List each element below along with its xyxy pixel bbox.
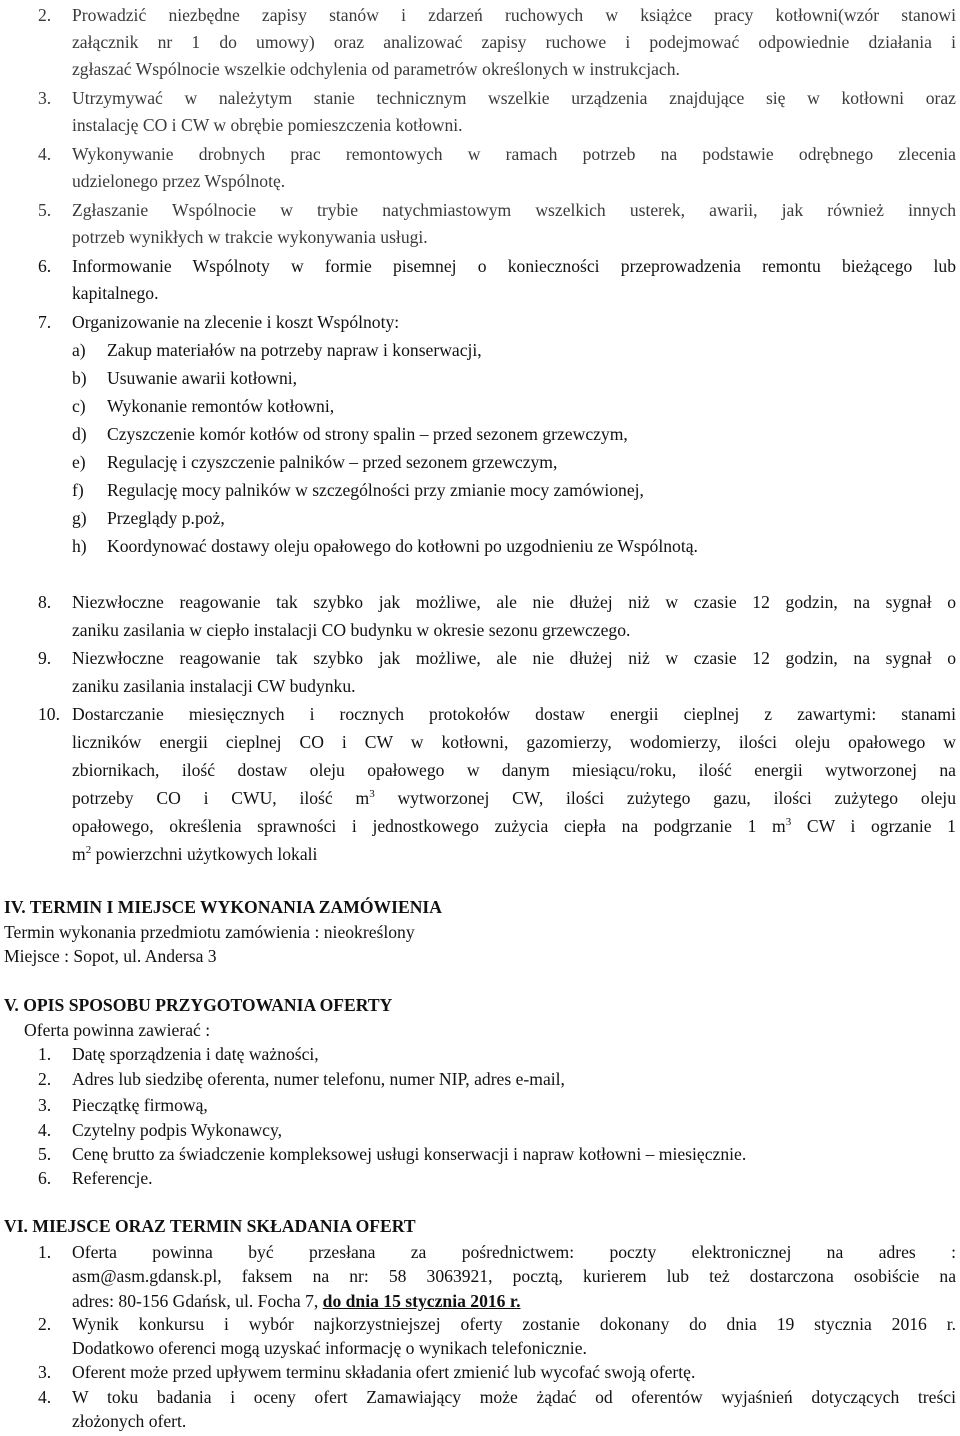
- section-text: Miejsce : Sopot, ul. Andersa 3: [4, 946, 217, 966]
- sub-item-text: Zakup materiałów na potrzeby napraw i konserwacji,: [107, 340, 482, 360]
- section-intro: Oferta powinna zawierać :: [24, 1020, 211, 1040]
- sub-item-label: g): [72, 508, 87, 528]
- item-number: 3.: [38, 1095, 52, 1115]
- deadline-item-3-text: Oferent może przed upływem terminu składania ofert zmienić lub wycofać swoją ofertę.: [72, 1362, 696, 1382]
- item-10-line-6: $m^2$ powierzchni użytkowych lokali: [72, 844, 318, 864]
- item-number: 5.: [38, 1144, 52, 1164]
- sub-item-label: c): [72, 396, 86, 416]
- sub-item-text: Koordynować dostawy oleju opałowego do kotłowni po uzgodnieniu ze Wspólnotą.: [107, 536, 698, 556]
- item-3-line-2: instalację CO i CW w obrębie pomieszczenia kotłowni.: [72, 115, 463, 135]
- item-number: 1.: [38, 1242, 52, 1262]
- deadline-item-1-line-1: Oferta powinna być przesłana za pośrednictwem: poczty elektronicznej na adres :: [72, 1242, 956, 1262]
- item-4-line-2: udzielonego przez Wspólnotę.: [72, 171, 286, 191]
- sub-item-text: Regulację i czyszczenie palników – przed sezonem grzewczym,: [107, 452, 558, 472]
- item-number: 6.: [38, 256, 52, 276]
- offer-item-text: Adres lub siedzibę oferenta, numer telefonu, numer NIP, adres e-mail,: [72, 1069, 565, 1089]
- section-heading: V. OPIS SPOSOBU PRZYGOTOWANIA OFERTY: [4, 995, 393, 1015]
- item-9-line-2: zaniku zasilania instalacji CW budynku.: [72, 676, 356, 696]
- section-text: Termin wykonania przedmiotu zamówienia : nieokreślony: [4, 922, 415, 942]
- item-number: 4.: [38, 1387, 52, 1407]
- sub-item-text: Wykonanie remontów kotłowni,: [107, 396, 335, 416]
- deadline-date: do dnia 15 stycznia 2016 r.: [322, 1291, 521, 1311]
- section-heading: IV. TERMIN I MIEJSCE WYKONANIA ZAMÓWIENIA: [4, 897, 442, 917]
- deadline-item-1-line-2: asm@asm.gdansk.pl, faksem na nr: 58 3063921, pocztą, kurierem lub też dostarczona osobiście na: [72, 1266, 956, 1286]
- sub-item-label: e): [72, 452, 86, 472]
- sub-item-label: d): [72, 424, 87, 444]
- item-7-line-1: Organizowanie na zlecenie i koszt Wspólnoty:: [72, 312, 400, 332]
- sub-item-label: h): [72, 536, 87, 556]
- item-5-line-1: Zgłaszanie Wspólnocie w trybie natychmiastowym wszelkich usterek, awarii, jak również innych: [72, 200, 956, 220]
- item-number: 1.: [38, 1044, 52, 1064]
- item-number: 9.: [38, 648, 52, 668]
- item-4-line-1: Wykonywanie drobnych prac remontowych w ramach potrzeb na podstawie odrębnego zlecenia: [72, 144, 956, 164]
- item-number: 4.: [38, 144, 52, 164]
- item-number: 3.: [38, 88, 52, 108]
- item-number: 8.: [38, 592, 52, 612]
- sub-item-text: Regulację mocy palników w szczególności przy zmianie mocy zamówionej,: [107, 480, 644, 500]
- item-2-line-1: Prowadzić niezbędne zapisy stanów i zdarzeń ruchowych w książce pracy kotłowni(wzór stanowi: [72, 5, 956, 25]
- item-10-line-4: potrzeby CO i CWU, ilość $m^3$ wytworzonej CW, ilości zużytego gazu, ilości zużytego oleju: [72, 788, 956, 808]
- deadline-item-2-line-1: Wynik konkursu i wybór najkorzystniejszej oferty zostanie dokonany do dnia 19 stycznia 2016 r.: [72, 1314, 956, 1334]
- item-number: 2.: [38, 1069, 52, 1089]
- item-number: 3.: [38, 1362, 52, 1382]
- sub-item-text: Przeglądy p.poż,: [107, 508, 225, 528]
- deadline-item-4-line-1: W toku badania i oceny ofert Zamawiający może żądać od oferentów wyjaśnień dotyczących treści: [72, 1387, 956, 1407]
- item-number: 10.: [38, 704, 60, 724]
- item-8-line-1: Niezwłoczne reagowanie tak szybko jak możliwe, ale nie dłużej niż w czasie 12 godzin, na sygnał o: [72, 592, 956, 612]
- sub-item-label: a): [72, 340, 86, 360]
- item-6-line-2: kapitalnego.: [72, 283, 159, 303]
- item-10-line-2: liczników energii cieplnej CO i CW w kotłowni, gazomierzy, wodomierzy, ilości oleju opałowego w: [72, 732, 956, 752]
- sub-item-text: Usuwanie awarii kotłowni,: [107, 368, 298, 388]
- item-number: 7.: [38, 312, 52, 332]
- item-number: 5.: [38, 200, 52, 220]
- offer-item-text: Cenę brutto za świadczenie kompleksowej usługi konserwacji i napraw kotłowni – miesięcznie.: [72, 1144, 747, 1164]
- item-9-line-1: Niezwłoczne reagowanie tak szybko jak możliwe, ale nie dłużej niż w czasie 12 godzin, na sygnał o: [72, 648, 956, 668]
- offer-item-text: Pieczątkę firmową,: [72, 1095, 208, 1115]
- item-number: 2.: [38, 1314, 52, 1334]
- section-heading: VI. MIEJSCE ORAZ TERMIN SKŁADANIA OFERT: [4, 1216, 416, 1236]
- item-number: 4.: [38, 1120, 52, 1140]
- deadline-item-4-line-2: złożonych ofert.: [72, 1411, 187, 1431]
- item-10-line-1: Dostarczanie miesięcznych i rocznych protokołów dostaw energii cieplnej z zawartymi: stanami: [72, 704, 956, 724]
- item-2-line-2: załącznik nr 1 do umowy) oraz analizować zapisy ruchowe i podejmować odpowiednie działania i: [72, 32, 956, 52]
- item-2-line-3: zgłaszać Wspólnocie wszelkie odchylenia od parametrów określonych w instrukcjach.: [72, 59, 680, 79]
- item-3-line-1: Utrzymywać w należytym stanie technicznym wszelkie urządzenia znajdujące się w kotłowni oraz: [72, 88, 956, 108]
- item-6-line-1: Informowanie Wspólnoty w formie pisemnej o konieczności przeprowadzenia remontu bieżącego lub: [72, 256, 956, 276]
- item-10-line-5: opałowego, określenia sprawności i jednostkowego zużycia ciepła na podgrzanie 1 $m^3$ CW i ogrzanie 1: [72, 816, 956, 836]
- offer-item-text: Datę sporządzenia i datę ważności,: [72, 1044, 319, 1064]
- sub-item-label: b): [72, 368, 87, 388]
- item-10-line-3: zbiornikach, ilość dostaw oleju opałowego w danym miesiącu/roku, ilość energii wytworzonej na: [72, 760, 956, 780]
- item-number: 6.: [38, 1168, 52, 1188]
- sub-item-text: Czyszczenie komór kotłów od strony spalin – przed sezonem grzewczym,: [107, 424, 628, 444]
- item-5-line-2: potrzeb wynikłych w trakcie wykonywania usługi.: [72, 227, 428, 247]
- item-8-line-2: zaniku zasilania w ciepło instalacji CO budynku w okresie sezonu grzewczego.: [72, 620, 631, 640]
- item-number: 2.: [38, 5, 52, 25]
- deadline-item-2-line-2: Dodatkowo oferenci mogą uzyskać informację o wynikach telefonicznie.: [72, 1338, 587, 1358]
- offer-item-text: Referencje.: [72, 1168, 153, 1188]
- offer-item-text: Czytelny podpis Wykonawcy,: [72, 1120, 283, 1140]
- deadline-item-1-line-3: adres: 80-156 Gdańsk, ul. Focha 7, do dnia 15 stycznia 2016 r.: [72, 1291, 521, 1311]
- sub-item-label: f): [72, 480, 84, 500]
